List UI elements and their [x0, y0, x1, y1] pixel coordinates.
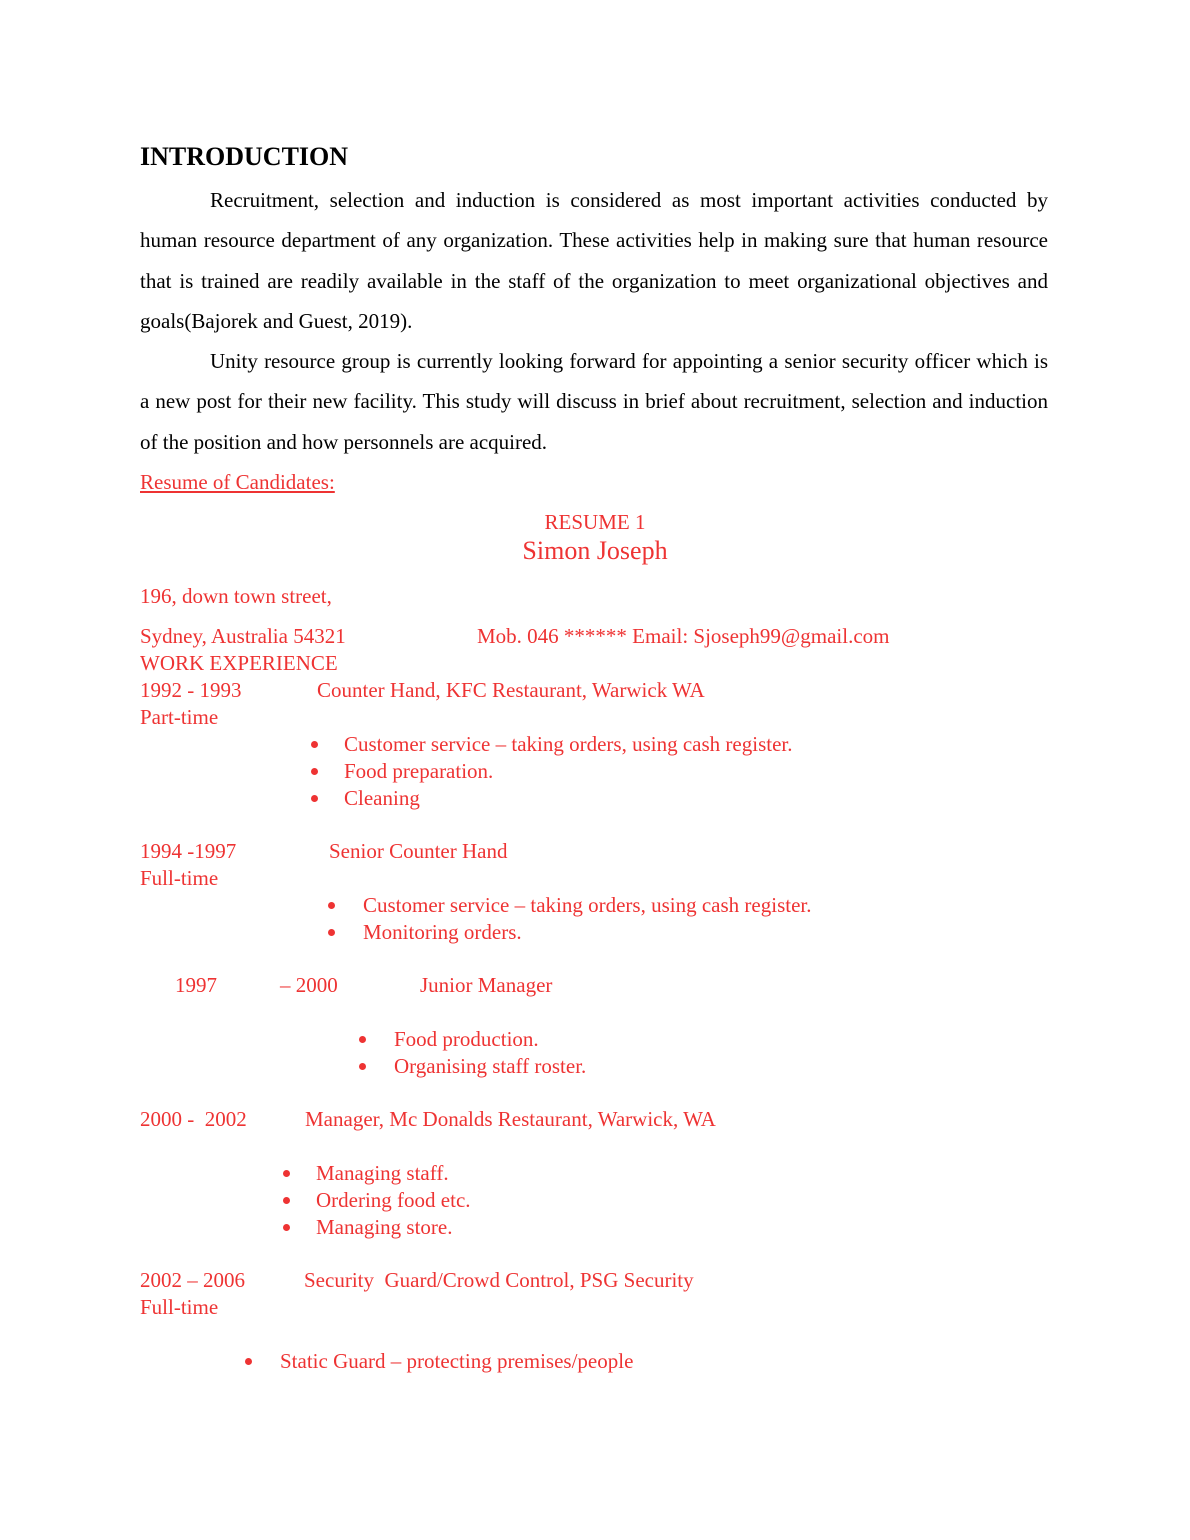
job-duties-list: [280, 1348, 633, 1375]
job-period: 1992 - 1993: [140, 678, 242, 702]
bullet-icon: [328, 902, 335, 909]
job-duties-list: [394, 1026, 586, 1080]
duty-item: Organising staff roster.: [394, 1053, 586, 1080]
job-type: Full-time: [140, 1295, 219, 1319]
duty-item: Ordering food etc.: [316, 1187, 471, 1214]
bullet-icon: [311, 795, 318, 802]
duty-item: Food production.: [394, 1026, 586, 1053]
duty-item: Managing store.: [316, 1214, 471, 1241]
job-period-start: 1997: [175, 973, 217, 997]
job-period-end: – 2000: [280, 973, 338, 997]
job-period: 2002 – 2006: [140, 1268, 245, 1292]
work-experience-label: WORK EXPERIENCE: [140, 651, 338, 675]
job-type: Part-time: [140, 705, 219, 729]
duty-item: Static Guard – protecting premises/people: [280, 1348, 633, 1375]
job-type: Full-time: [140, 866, 219, 890]
job-period: 1994 -1997: [140, 839, 237, 863]
job-duties-list: [316, 1160, 471, 1241]
introduction-body: [140, 180, 1048, 462]
bullet-icon: [359, 1063, 366, 1070]
bullet-icon: [283, 1170, 290, 1177]
candidate-name: Simon Joseph: [522, 536, 668, 565]
contact-details: Mob. 046 ****** Email: Sjoseph99@gmail.com: [477, 624, 890, 648]
address-line-2: Sydney, Australia 54321: [140, 624, 346, 648]
bullet-icon: [359, 1036, 366, 1043]
bullet-icon: [283, 1197, 290, 1204]
job-role: Counter Hand, KFC Restaurant, Warwick WA: [317, 678, 705, 702]
duty-item: Cleaning: [344, 785, 792, 812]
bullet-icon: [328, 929, 335, 936]
duty-item: Managing staff.: [316, 1160, 471, 1187]
bullet-icon: [245, 1358, 252, 1365]
job-role: Senior Counter Hand: [329, 839, 508, 863]
duty-item: Monitoring orders.: [363, 919, 811, 946]
job-duties-list: [344, 731, 792, 812]
job-duties-list: [363, 892, 811, 946]
address-line-1: 196, down town street,: [140, 584, 332, 608]
duty-item: Customer service – taking orders, using cash register.: [344, 731, 792, 758]
job-period: 2000 - 2002: [140, 1107, 247, 1131]
resume-title: RESUME 1: [544, 510, 646, 534]
job-role: Junior Manager: [420, 973, 553, 997]
job-role: Security Guard/Crowd Control, PSG Security: [304, 1268, 694, 1292]
bullet-icon: [311, 768, 318, 775]
bullet-icon: [283, 1224, 290, 1231]
section-heading: INTRODUCTION: [140, 142, 349, 171]
duty-item: Food preparation.: [344, 758, 792, 785]
duty-item: Customer service – taking orders, using cash register.: [363, 892, 811, 919]
intro-paragraph-1: Recruitment, selection and induction is considered as most important activities conducted by human resource department of any organization. These activities help in making sure that human resource that is trained are readily available in the staff of the organization to meet organizational objectives and goals(Bajorek and Guest, 2019).: [140, 188, 1048, 333]
intro-paragraph-2: Unity resource group is currently looking forward for appointing a senior security officer which is a new post for their new facility. This study will discuss in brief about recruitment, selection and induction of the position and how personnels are acquired.: [140, 349, 1048, 454]
bullet-icon: [311, 741, 318, 748]
job-role: Manager, Mc Donalds Restaurant, Warwick, WA: [305, 1107, 716, 1131]
resume-section-label: Resume of Candidates:: [140, 470, 335, 494]
